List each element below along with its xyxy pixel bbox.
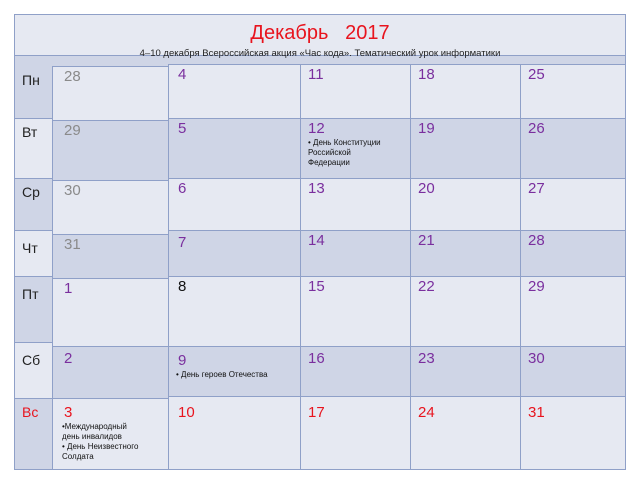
day-name-wed: Ср xyxy=(22,184,40,200)
day-number: 3 xyxy=(64,404,73,421)
note-line: • День героев Отечества xyxy=(176,370,268,379)
note-line: Федерации xyxy=(308,158,350,167)
day-number: 27 xyxy=(528,180,545,197)
day-number: 13 xyxy=(308,180,325,197)
day-number: 9 xyxy=(178,352,187,369)
note-line: Российской xyxy=(308,148,351,157)
note-line: Солдата xyxy=(62,452,94,461)
holiday-note-dec3 xyxy=(62,422,138,462)
note-line: •Международный xyxy=(62,422,127,431)
day-number: 29 xyxy=(528,278,545,295)
calendar-title: Декабрь 2017 xyxy=(250,22,390,44)
day-number: 4 xyxy=(178,66,187,83)
day-number: 16 xyxy=(308,350,325,367)
day-number: 14 xyxy=(308,232,325,249)
day-number: 26 xyxy=(528,120,545,137)
day-number: 1 xyxy=(64,280,73,297)
day-number: 8 xyxy=(178,278,187,295)
day-number: 23 xyxy=(418,350,435,367)
note-line: • День Неизвестного xyxy=(62,442,139,451)
day-number: 22 xyxy=(418,278,435,295)
day-number: 6 xyxy=(178,180,187,197)
day-number: 12 xyxy=(308,120,325,137)
day-number: 17 xyxy=(308,404,325,421)
day-number: 20 xyxy=(418,180,435,197)
day-number: 31 xyxy=(528,404,545,421)
day-number: 28 xyxy=(64,68,81,85)
day-number: 19 xyxy=(418,120,435,137)
day-number: 25 xyxy=(528,66,545,83)
day-name-sat: Сб xyxy=(22,352,41,368)
day-number: 24 xyxy=(418,404,435,421)
day-number: 28 xyxy=(528,232,545,249)
day-number: 30 xyxy=(528,350,545,367)
day-name-mon: Пн xyxy=(22,72,40,88)
calendar-subtitle: 4–10 декабря Всероссийская акция «Час кода». Тематический урок информатики xyxy=(139,48,501,59)
day-name-sun: Вс xyxy=(22,404,39,420)
day-number: 7 xyxy=(178,234,187,251)
day-number: 11 xyxy=(308,66,324,83)
day-number: 10 xyxy=(178,404,195,421)
day-number: 30 xyxy=(64,182,81,199)
day-number: 15 xyxy=(308,278,325,295)
note-line: • День Конституции xyxy=(308,138,381,147)
holiday-note-dec9 xyxy=(176,370,268,380)
day-number: 31 xyxy=(64,236,81,253)
day-name-tue: Вт xyxy=(22,124,38,140)
day-number: 21 xyxy=(418,232,435,249)
calendar xyxy=(14,14,626,470)
day-name-thu: Чт xyxy=(22,240,38,256)
day-number: 2 xyxy=(64,350,73,367)
day-name-fri: Пт xyxy=(22,286,39,302)
note-line: день инвалидов xyxy=(62,432,122,441)
day-number: 5 xyxy=(178,120,187,137)
day-number: 29 xyxy=(64,122,81,139)
day-number: 18 xyxy=(418,66,435,83)
holiday-note-dec12 xyxy=(308,138,381,168)
